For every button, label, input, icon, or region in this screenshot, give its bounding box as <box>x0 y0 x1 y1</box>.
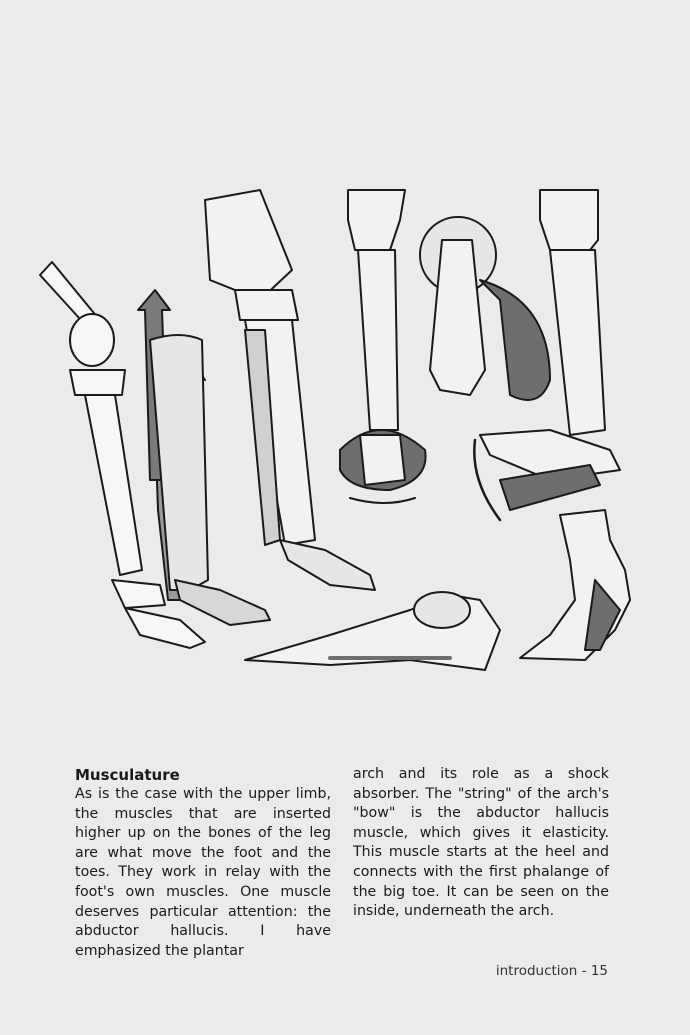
foot-top-view-drawing <box>420 217 550 400</box>
anatomy-drawings <box>30 180 660 690</box>
foot-tiptoe-drawing <box>520 510 630 660</box>
musculature-section <box>75 765 610 961</box>
leg-anatomy-illustration <box>30 180 660 690</box>
plantar-arch-foot-drawing <box>245 592 500 670</box>
leg-muscle-drawing-3 <box>205 190 375 590</box>
page-number-label: introduction - 15 <box>495 963 608 979</box>
body-paragraph-col1: As is the case with the upper limb, the muscles that are inserted higher up on the bones of the leg are what move the foot and the toes. They work in relay with the foot's own muscles. One muscle deserves particular attention: the abductor hallucis. I have emphasized the plantar <box>75 786 331 959</box>
section-heading: Musculature <box>75 766 180 784</box>
text-column-2 <box>353 765 609 961</box>
body-paragraph-col2: arch and its role as a shock absorber. The "string" of the arch's "bow" is the abductor hallucis muscle, which gives it elasticity. This muscle starts at the heel and connects with the first phalange of the big toe. It can be seen on the inside, underneath the arch. <box>353 766 609 920</box>
leg-front-drawing-4 <box>340 190 426 503</box>
text-column-1 <box>75 765 331 961</box>
